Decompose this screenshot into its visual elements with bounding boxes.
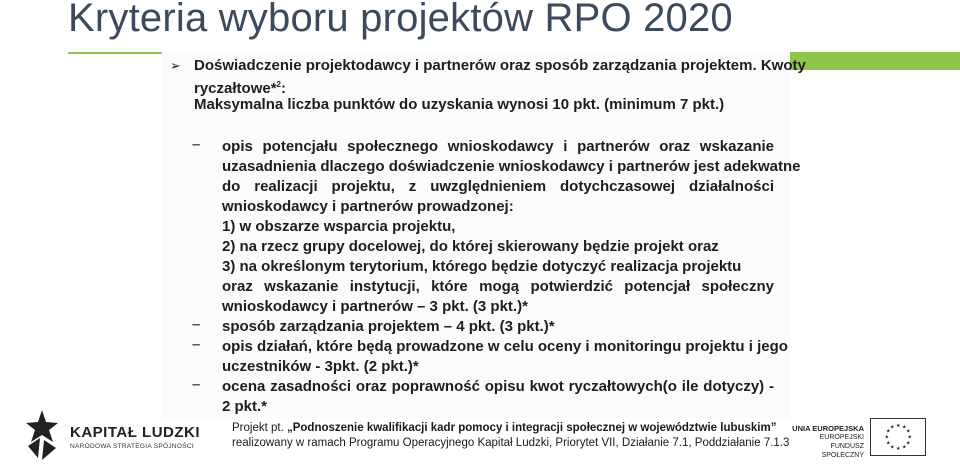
- dash-bullet-icon: –: [192, 136, 201, 153]
- item-1-line-4: wnioskodawcy i partnerów prowadzonej:: [222, 198, 514, 215]
- heading-line-1: Doświadczenie projektodawcy i partnerów oraz sposób zarządzania projektem. Kwoty: [194, 57, 806, 74]
- item-1-line-1: opis potencjału społecznego wnioskodawcy i partnerów oraz wskazanie: [222, 138, 774, 155]
- footer-line-2: realizowany w ramach Programu Operacyjnego Kapitał Ludzki, Priorytet VII, Działanie 7.1, Poddziałanie 7.1.3: [232, 437, 790, 449]
- svg-text:★: ★: [890, 444, 895, 451]
- accent-line-left: [68, 52, 162, 54]
- dash-bullet-icon: –: [192, 336, 201, 353]
- footer-line-1: Projekt pt. „Podnoszenie kwalifikacji kadr pomocy i integracji społecznej w województwie lubuskim”: [232, 422, 777, 434]
- heading-line-2: ryczałtowe*$^2$:: [194, 80, 286, 97]
- svg-text:★: ★: [906, 428, 911, 435]
- item-4-line-2: 2 pkt.*: [222, 398, 268, 415]
- item-4-line-1: ocena zasadności oraz poprawność opisu kwot ryczałtowych(o ile dotyczy) -: [222, 378, 774, 395]
- kapital-ludzki-logo: [22, 408, 201, 462]
- footer-caption: [232, 421, 789, 451]
- arrow-bullet-icon: ➢: [170, 58, 181, 73]
- svg-text:★: ★: [886, 440, 891, 447]
- scanned-document: [162, 52, 806, 418]
- item-3-line-2: uczestników - 3pkt. (2 pkt.)*: [222, 358, 419, 375]
- item-1-line-5: 1) w obszarze wsparcia projektu,: [222, 218, 456, 235]
- svg-text:★: ★: [907, 434, 912, 441]
- svg-text:★: ★: [886, 428, 891, 435]
- svg-text:★: ★: [906, 440, 911, 447]
- svg-text:★: ★: [896, 446, 901, 452]
- dash-bullet-icon: –: [192, 316, 201, 333]
- item-1-line-8: oraz wskazanie instytucji, które mogą potwierdzić potencjał społeczny: [222, 278, 774, 295]
- item-1-line-6: 2) na rzecz grupy docelowej, do której skierowany będzie projekt oraz: [222, 238, 719, 255]
- item-1-line-3: do realizacji projektu, z uwzględnieniem dotychczasowej działalności: [222, 178, 774, 195]
- eu-logo-text: UNIA EUROPEJSKA EUROPEJSKI FUNDUSZ SPOŁECZNY: [792, 424, 864, 459]
- heading-line-3: Maksymalna liczba punktów do uzyskania wynosi 10 pkt. (minimum 7 pkt.): [194, 96, 725, 113]
- item-3-line-1: opis działań, które będą prowadzone w celu oceny i monitoringu projektu i jego: [222, 338, 788, 355]
- accent-block: [790, 54, 960, 70]
- svg-text:★: ★: [890, 424, 895, 431]
- item-1-line-2: uzasadnienia dlaczego doświadczenie wnioskodawcy i partnerów jest adekwatne: [222, 158, 801, 175]
- eu-stars-icon: [871, 419, 925, 455]
- kapital-ludzki-name: KAPITAŁ LUDZKI: [70, 424, 201, 441]
- svg-text:★: ★: [896, 423, 901, 429]
- item-1-line-9: wnioskodawcy i partnerów – 3 pkt. (3 pkt.)*: [222, 298, 528, 315]
- svg-text:★: ★: [902, 424, 907, 431]
- svg-text:★: ★: [884, 434, 889, 441]
- eu-flag-icon: [870, 418, 926, 456]
- dash-bullet-icon: –: [192, 376, 201, 393]
- slide-title: Kryteria wyboru projektów RPO 2020: [68, 0, 733, 40]
- kapital-ludzki-emblem-icon: [22, 408, 64, 462]
- item-2-line-1: sposób zarządzania projektem – 4 pkt. (3 pkt.)*: [222, 318, 555, 335]
- item-1-line-7: 3) na określonym terytorium, którego będzie dotyczyć realizacja projektu: [222, 258, 742, 275]
- svg-text:★: ★: [902, 444, 907, 451]
- kapital-ludzki-subtitle: NARODOWA STRATEGIA SPÓJNOŚCI: [70, 443, 194, 450]
